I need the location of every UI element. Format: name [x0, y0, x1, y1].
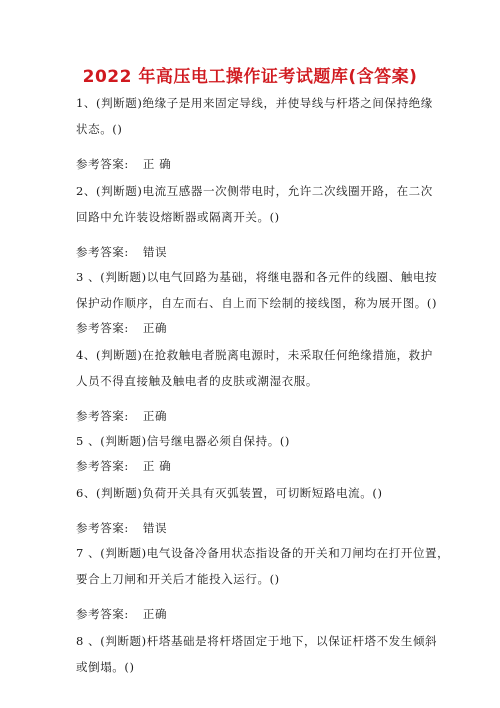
- question-3-answer: [76, 321, 167, 335]
- question-5-answer: [76, 459, 171, 473]
- question-6-line-1: 6、(判断题)负荷开关具有灭弧装置，可切断短路电流。(): [76, 486, 383, 500]
- answer-label: 参考答案:: [76, 521, 129, 535]
- answer-label: 参考答案:: [76, 245, 129, 259]
- question-2-line-2: 回路中允许装设熔断器或隔离开关。(): [76, 210, 280, 224]
- question-7-line-2: 要合上刀闸和开关后才能投入运行。(): [76, 572, 280, 586]
- question-1-line-1: 1、(判断题)绝缘子是用来固定导线，并使导线与杆塔之间保持绝缘: [76, 96, 433, 110]
- answer-value: 正确: [142, 321, 168, 335]
- answer-label: 参考答案:: [76, 157, 129, 171]
- question-8-line-1: 8 、(判断题)杆塔基础是将杆塔固定于地下，以保证杆塔不发生倾斜: [76, 634, 438, 648]
- question-7-answer: [76, 607, 167, 621]
- question-2-line-1: 2、(判断题)电流互感器一次侧带电时，允许二次线圈开路，在二次: [76, 184, 433, 198]
- question-6-answer: [76, 521, 167, 535]
- question-7-line-1: 7 、(判断题)电气设备冷备用状态指设备的开关和刀闸均在打开位置，: [76, 546, 450, 560]
- question-5-line-1: 5 、(判断题)信号继电器必须自保持。(): [76, 434, 291, 448]
- answer-label: 参考答案:: [76, 607, 129, 621]
- question-4-line-2: 人员不得直接触及触电者的皮肤或潮湿衣服。: [76, 374, 318, 388]
- answer-value: 正确: [142, 607, 168, 621]
- question-1-answer: [76, 157, 171, 171]
- answer-label: 参考答案:: [76, 459, 129, 473]
- answer-value: 正 确: [142, 157, 172, 171]
- question-1-line-2: 状态。(): [76, 122, 123, 136]
- answer-value: 正 确: [142, 459, 172, 473]
- answer-value: 错误: [142, 521, 168, 535]
- question-3-line-1: 3 、(判断题)以电气回路为基础，将继电器和各元件的线圈、触电按: [76, 270, 438, 284]
- answer-value: 错误: [142, 245, 168, 259]
- question-3-line-2: 保护动作顺序，自左而右、自上而下绘制的接线图，称为展开图。(): [76, 296, 438, 310]
- question-4-line-1: 4、(判断题)在抢救触电者脱离电源时，未采取任何绝缘措施，救护: [76, 348, 433, 362]
- answer-label: 参考答案:: [76, 321, 129, 335]
- answer-label: 参考答案:: [76, 409, 129, 423]
- question-8-line-2: 或倒塌。(): [76, 660, 135, 674]
- question-4-answer: [76, 409, 167, 423]
- answer-value: 正确: [142, 409, 168, 423]
- question-2-answer: [76, 245, 167, 259]
- document-title: 2022 年高压电工操作证考试题库(含答案): [82, 67, 418, 87]
